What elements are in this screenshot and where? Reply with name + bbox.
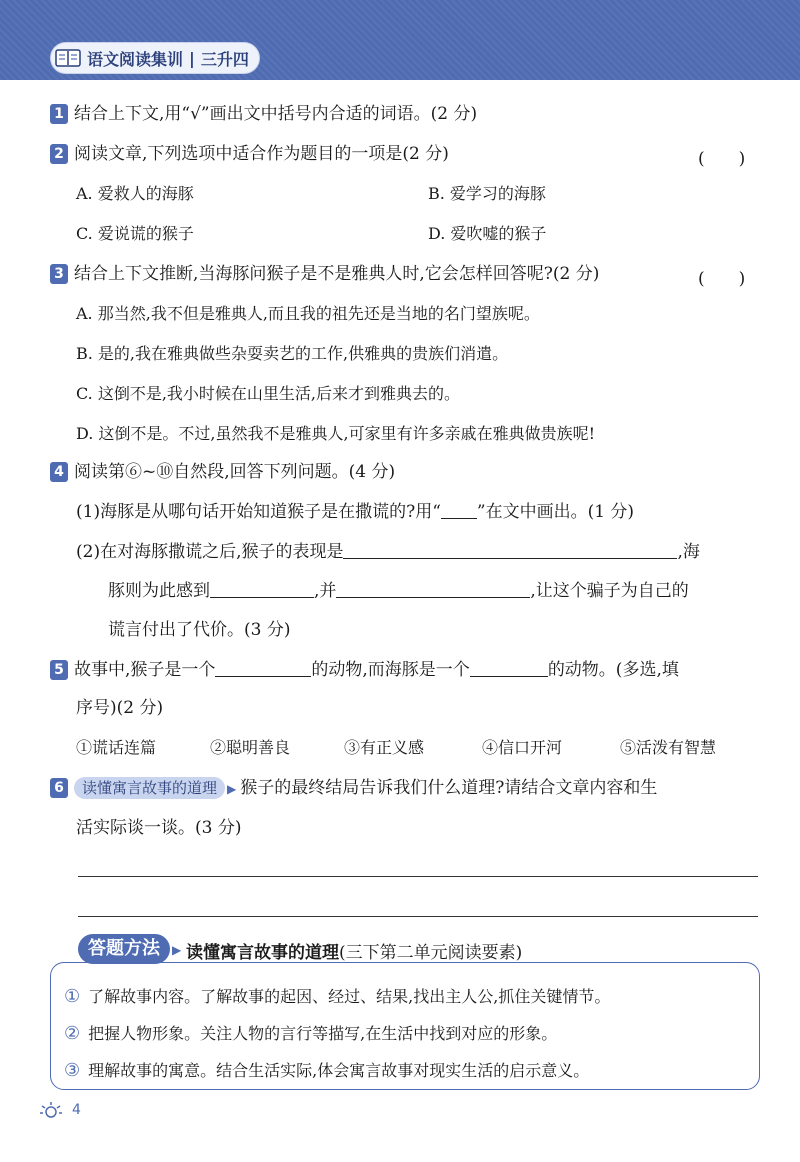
option-d[interactable]: D. 这倒不是。不过,虽然我不是雅典人,可家里有许多亲戚在雅典做贵族呢!: [76, 424, 596, 443]
option-a[interactable]: A. 爱救人的海豚: [76, 184, 194, 203]
item-number: ③: [64, 1060, 81, 1081]
item-text: 理解故事的寓意。结合生活实际,体会寓言故事对现实生活的启示意义。: [88, 1061, 590, 1080]
part-1-text-end: ”在文中画出。(1 分): [476, 502, 635, 522]
choice-3: ③有正义感: [344, 738, 425, 757]
method-title-sub: (三下第二单元阅读要素): [339, 943, 523, 963]
choice-4: ④信口开河: [482, 738, 563, 757]
fill-blank-1[interactable]: [215, 658, 311, 677]
answer-parenthesis[interactable]: ( ): [698, 149, 746, 169]
answer-line-1[interactable]: [78, 876, 758, 877]
question-5: [50, 658, 679, 682]
page-number: 4: [72, 1102, 81, 1118]
question-5-line-2: 序号)(2 分): [76, 698, 164, 718]
part-2-text-end: ,海: [677, 542, 700, 562]
question-1: [50, 102, 477, 126]
method-title-text: 读懂寓言故事的道理: [186, 943, 339, 963]
play-arrow-icon: ▶: [172, 943, 182, 957]
choice-2: ②聪明善良: [210, 738, 291, 757]
part-2-text: (2)在对海豚撒谎之后,猴子的表现是: [76, 542, 344, 562]
method-item: [64, 1021, 557, 1044]
question-number: 5: [50, 660, 68, 680]
grade-label: 三升四: [200, 49, 249, 69]
question-6-line-2: 活实际谈一谈。(3 分): [76, 818, 242, 838]
question-4: [50, 460, 395, 484]
question-text: 结合上下文,用“√”画出文中括号内合适的词语。(2 分): [74, 104, 478, 124]
answer-line-2[interactable]: [78, 916, 758, 917]
part-1-text: (1)海豚是从哪句话开始知道猴子是在撒谎的?用“: [76, 502, 441, 522]
fill-blank-1[interactable]: [343, 540, 677, 559]
question-text: 故事中,猴子是一个: [74, 660, 216, 680]
choice-5: ⑤活泼有智慧: [620, 738, 717, 757]
question-text: 猴子的最终结局告诉我们什么道理?请结合文章内容和生: [240, 778, 658, 798]
method-badge: 答题方法: [78, 934, 170, 964]
question-text: 结合上下文推断,当海豚问猴子是不是雅典人时,它会怎样回答呢?(2 分): [74, 264, 600, 284]
item-text: 把握人物形象。关注人物的言行等描写,在生活中找到对应的形象。: [88, 1024, 558, 1043]
part-2-text: ,让这个骗子为自己的: [530, 581, 689, 601]
underline-sample: [441, 500, 477, 519]
question-4-part-2-line-2: [108, 579, 689, 603]
question-text: 阅读文章,下列选项中适合作为题目的一项是(2 分): [74, 144, 449, 164]
question-4-part-2: [76, 540, 700, 564]
question-text: 的动物,而海豚是一个: [311, 660, 470, 680]
option-d[interactable]: D. 爱吹嘘的猴子: [428, 224, 547, 243]
part-2-text: 豚则为此感到: [108, 581, 210, 601]
question-3: [50, 262, 599, 286]
book-title-tag: [50, 42, 260, 74]
method-title: [186, 938, 522, 963]
question-number: 3: [50, 264, 68, 284]
question-text: 的动物。(多选,填: [547, 660, 679, 680]
method-item: [64, 984, 610, 1007]
question-number: 6: [50, 778, 68, 798]
method-item: [64, 1058, 589, 1081]
item-text: 了解故事内容。了解故事的起因、经过、结果,找出主人公,抓住关键情节。: [88, 987, 611, 1006]
choice-1: ①谎话连篇: [76, 738, 157, 757]
question-text: 阅读第⑥~⑩自然段,回答下列问题。(4 分): [74, 462, 396, 482]
question-6: [50, 776, 657, 801]
book-icon: [55, 48, 81, 68]
book-title: 语文阅读集训: [87, 49, 184, 69]
question-2: [50, 142, 449, 166]
header-band: [0, 0, 800, 80]
fill-blank-2[interactable]: [210, 579, 314, 598]
question-number: 1: [50, 104, 68, 124]
skill-tag: 读懂寓言故事的道理: [74, 777, 225, 799]
play-arrow-icon: ▶: [227, 782, 237, 796]
fill-blank-3[interactable]: [336, 579, 530, 598]
option-b[interactable]: B. 爱学习的海豚: [428, 184, 546, 203]
option-b[interactable]: B. 是的,我在雅典做些杂耍卖艺的工作,供雅典的贵族们消遣。: [76, 344, 509, 363]
title-separator: |: [189, 48, 195, 68]
question-number: 4: [50, 462, 68, 482]
answer-parenthesis[interactable]: ( ): [698, 269, 746, 289]
question-4-part-1: [76, 500, 634, 524]
part-2-text: ,并: [314, 581, 337, 601]
sun-icon: [38, 1100, 64, 1120]
option-a[interactable]: A. 那当然,我不但是雅典人,而且我的祖先还是当地的名门望族呢。: [76, 304, 540, 323]
item-number: ①: [64, 986, 81, 1007]
option-c[interactable]: C. 爱说谎的猴子: [76, 224, 194, 243]
page-footer: [38, 1100, 81, 1120]
fill-blank-2[interactable]: [470, 658, 548, 677]
option-c[interactable]: C. 这倒不是,我小时候在山里生活,后来才到雅典去的。: [76, 384, 461, 403]
question-4-part-2-line-3: 谎言付出了代价。(3 分): [108, 620, 291, 640]
question-number: 2: [50, 144, 68, 164]
item-number: ②: [64, 1023, 81, 1044]
